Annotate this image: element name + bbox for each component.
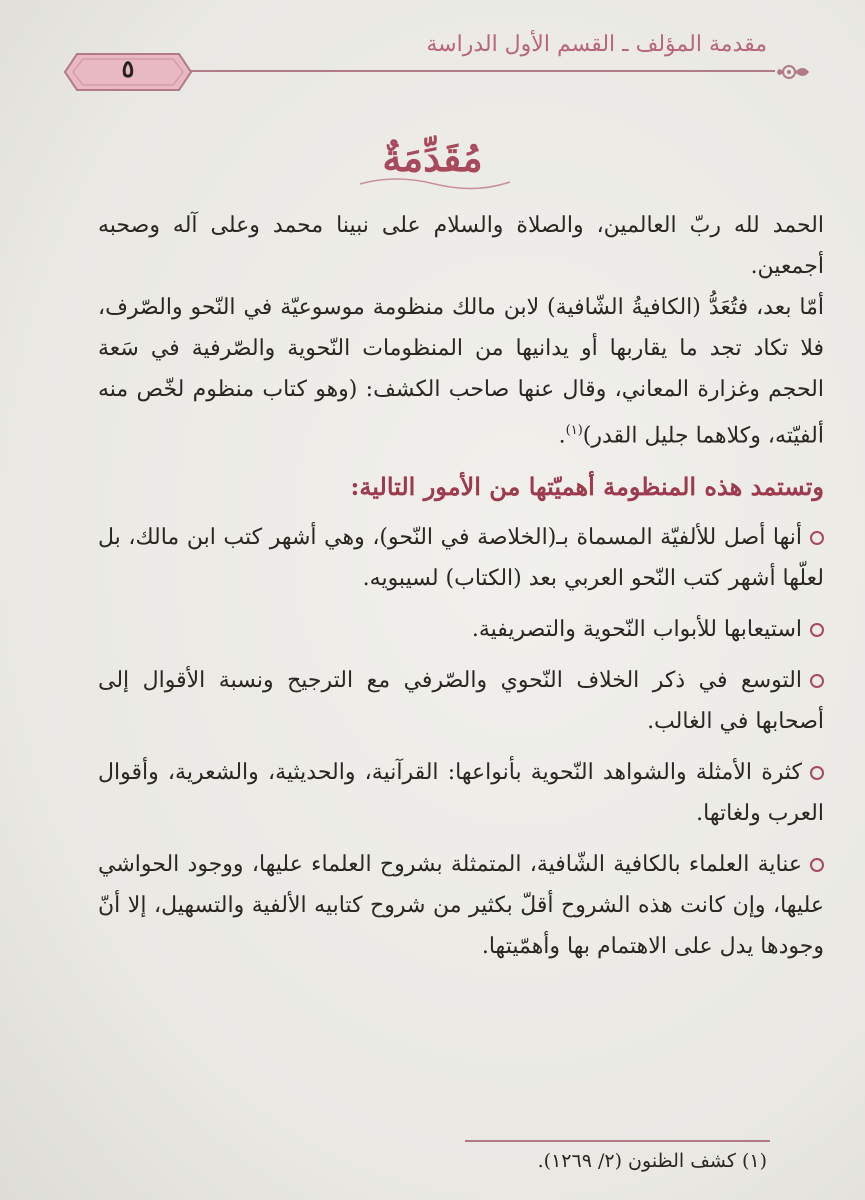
list-item-text: عناية العلماء بالكافية الشّافية، المتمثلة بشروح العلماء عليها، ووجود الحواشي عليها، وإن كانت هذه الشروح أقلّ بكثير من شروح كتابيه الألفية والتسهيل، إلا أنّ وجودها يدل على الاهتمام بها وأهمّيتها. xyxy=(98,852,824,960)
running-head: مقدمة المؤلف ـ القسم الأول الدراسة xyxy=(426,32,767,57)
footnote: (١) كشف الظنون (٢/ ١٢٦٩). xyxy=(537,1150,767,1172)
page-header xyxy=(55,28,815,118)
list-item-text: أنها أصل للألفيّة المسماة بـ(الخلاصة في النّحو)، وهي أشهر كتب ابن مالك، بل لعلّها أشهر كتب النّحو العربي بعد (الكتاب) لسيبويه. xyxy=(98,525,824,592)
list-item xyxy=(98,844,824,967)
section-subheading: وتستمد هذه المنظومة أهميّتها من الأمور التالية: xyxy=(350,472,824,502)
footnote-rule xyxy=(465,1140,770,1142)
footnote-reference: (١) xyxy=(565,423,583,438)
main-text xyxy=(98,205,824,967)
flourish-ornament-icon xyxy=(775,58,811,86)
list-item xyxy=(98,660,824,742)
page-title: مُقَدِّمَةٌ xyxy=(382,135,483,180)
circle-bullet-icon xyxy=(810,858,824,872)
list-item xyxy=(98,609,824,650)
paragraph-praise: الحمد لله ربّ العالمين، والصلاة والسلام على نبينا محمد وعلى آله وصحبه أجمعين. xyxy=(98,213,824,279)
list-item xyxy=(98,517,824,599)
circle-bullet-icon xyxy=(810,623,824,637)
list-item xyxy=(98,752,824,834)
list-item-text: كثرة الأمثلة والشواهد النّحوية بأنواعها: القرآنية، والحديثية، والشعرية، وأقوال العرب ولغاتها. xyxy=(98,760,824,827)
paragraph-intro-text: أمّا بعد، فتُعَدُّ (الكافيةُ الشّافية) لابن مالك منظومة موسوعيّة في النّحو والصّرف، فلا تكاد تجد ما يقاربها أو يدانيها من المنظومات النّحوية والصّرفية في سَعة الحجم وغزارة المعاني، وقال عنها صاحب الكشف: (وهو كتاب منظوم لخّص منه ألفيّته، وكلاهما جليل القدر) xyxy=(98,295,824,449)
circle-bullet-icon xyxy=(810,674,824,688)
header-rule xyxy=(150,70,775,72)
paragraph-intro: أمّا بعد، فتُعَدُّ (الكافيةُ الشّافية) لابن مالك منظومة موسوعيّة في النّحو والصّرف، فلا تكاد تجد ما يقاربها أو يدانيها من المنظومات النّحوية والصّرفية في سَعة الحجم وغزارة المعاني، وقال عنها صاحب الكشف: (وهو كتاب منظوم لخّص منه ألفيّته، وكلاهما جليل القدر)$^{(١)}$. xyxy=(98,295,824,449)
title-flourish-icon xyxy=(350,172,520,192)
page-number: ٥ xyxy=(121,54,135,83)
circle-bullet-icon xyxy=(810,531,824,545)
circle-bullet-icon xyxy=(810,766,824,780)
list-item-text: استيعابها للأبواب النّحوية والتصريفية. xyxy=(471,617,802,643)
list-item-text: التوسع في ذكر الخلاف النّحوي والصّرفي مع الترجيح ونسبة الأقوال إلى أصحابها في الغالب. xyxy=(98,668,824,735)
